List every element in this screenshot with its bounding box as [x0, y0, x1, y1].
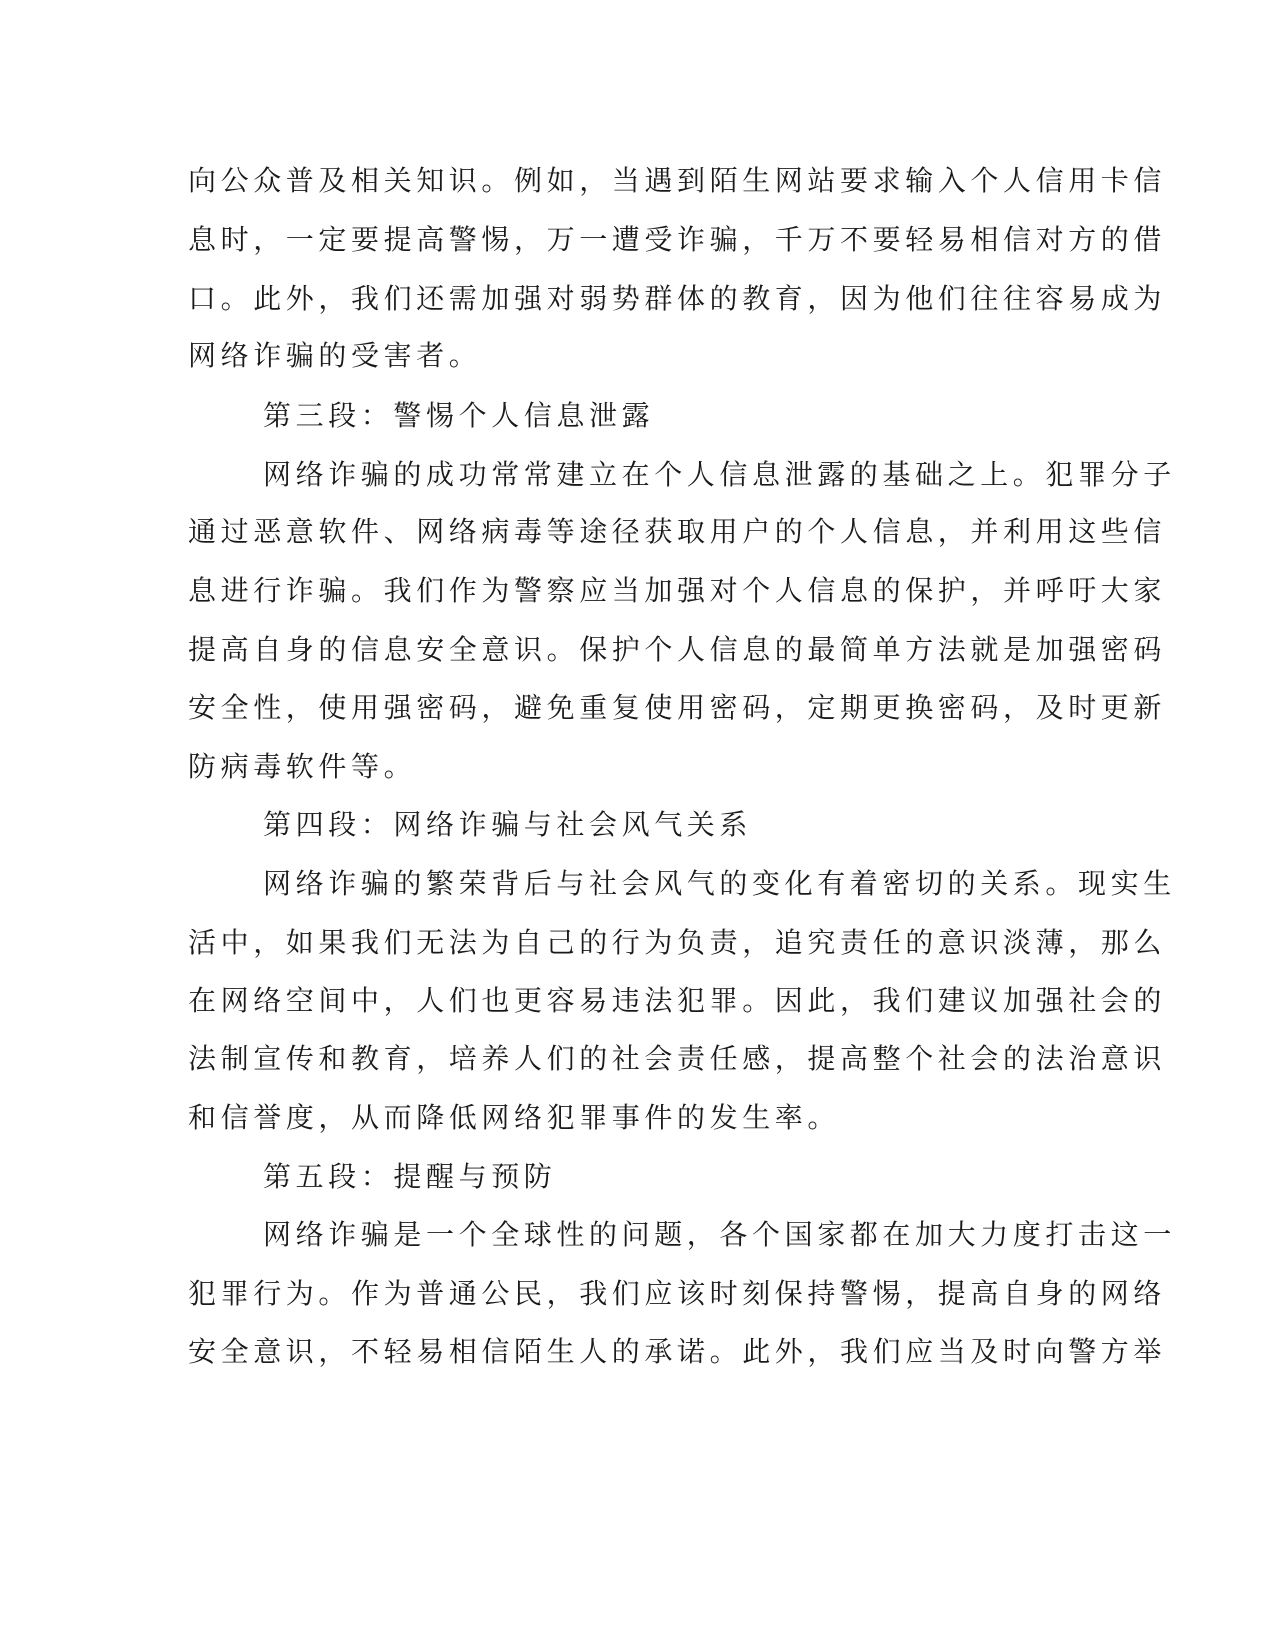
text-line: 向公众普及相关知识。例如，当遇到陌生网站要求输入个人信用卡信 [188, 164, 1167, 197]
text-line: 防病毒软件等。 [188, 750, 417, 783]
text-line: 安全性，使用强密码，避免重复使用密码，定期更换密码，及时更新 [188, 691, 1167, 724]
text-line: 网络诈骗的成功常常建立在个人信息泄露的基础之上。犯罪分子 [263, 458, 1176, 491]
text-line: 通过恶意软件、网络病毒等途径获取用户的个人信息，并利用这些信 [188, 515, 1167, 548]
section-heading: 第四段：网络诈骗与社会风气关系 [263, 808, 753, 841]
text-line: 网络诈骗的繁荣背后与社会风气的变化有着密切的关系。现实生 [263, 867, 1176, 900]
section-heading: 第三段：警惕个人信息泄露 [263, 399, 655, 432]
text-line: 口。此外，我们还需加强对弱势群体的教育，因为他们往往容易成为 [188, 282, 1167, 315]
text-line: 和信誉度，从而降低网络犯罪事件的发生率。 [188, 1101, 841, 1134]
text-line: 息进行诈骗。我们作为警察应当加强对个人信息的保护，并呼吁大家 [188, 574, 1167, 607]
text-line: 在网络空间中，人们也更容易违法犯罪。因此，我们建议加强社会的 [188, 984, 1167, 1017]
text-line: 犯罪行为。作为普通公民，我们应该时刻保持警惕，提高自身的网络 [188, 1277, 1167, 1310]
section-heading: 第五段：提醒与预防 [263, 1160, 557, 1193]
text-line: 法制宣传和教育，培养人们的社会责任感，提高整个社会的法治意识 [188, 1042, 1167, 1075]
text-line: 网络诈骗是一个全球性的问题，各个国家都在加大力度打击这一 [263, 1218, 1176, 1251]
text-line: 活中，如果我们无法为自己的行为负责，追究责任的意识淡薄，那么 [188, 926, 1167, 959]
text-line: 安全意识，不轻易相信陌生人的承诺。此外，我们应当及时向警方举 [188, 1335, 1167, 1368]
text-line: 提高自身的信息安全意识。保护个人信息的最简单方法就是加强密码 [188, 633, 1167, 666]
text-line: 息时，一定要提高警惕，万一遭受诈骗，千万不要轻易相信对方的借 [188, 223, 1167, 256]
text-line: 网络诈骗的受害者。 [188, 339, 482, 372]
